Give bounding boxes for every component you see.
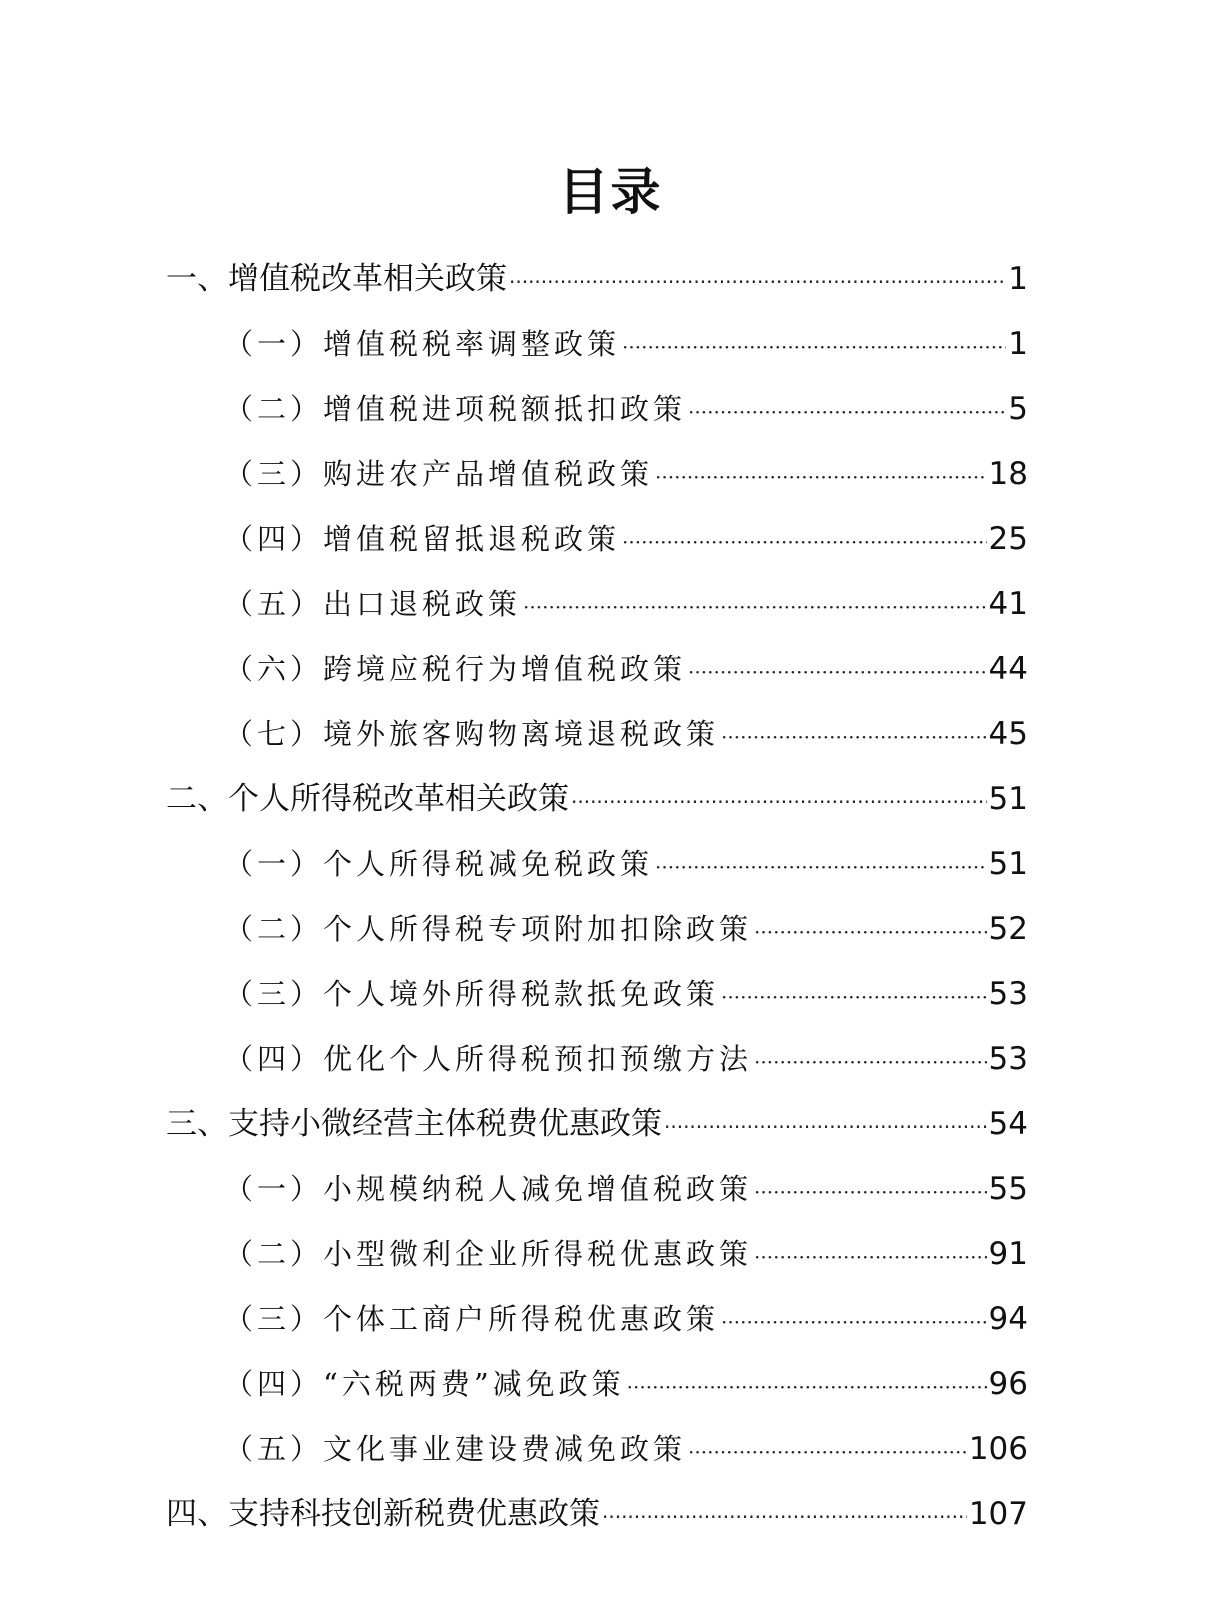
toc-entry-page: 51 xyxy=(988,846,1028,882)
toc-entry-title: 境外旅客购物离境退税政策 xyxy=(323,717,720,751)
toc-entry-page: 18 xyxy=(988,456,1028,492)
dot-leader xyxy=(688,1420,967,1485)
toc-entry-page: 1 xyxy=(1008,261,1028,297)
toc-entry-number: （四） xyxy=(224,1367,324,1401)
toc-entry-number: （一） xyxy=(224,1172,324,1206)
toc-entry-number: （七） xyxy=(224,717,324,751)
toc-entry-number: （一） xyxy=(224,847,324,881)
dot-leader xyxy=(655,445,987,510)
toc-entry-page: 96 xyxy=(988,1366,1028,1402)
toc-entry[interactable] xyxy=(166,962,1028,1027)
dot-leader xyxy=(523,575,987,640)
toc-entry-page: 55 xyxy=(988,1171,1028,1207)
toc-entry-title: “六税两费”减免政策 xyxy=(323,1367,625,1401)
toc-entry-page: 52 xyxy=(988,911,1028,947)
toc-entry[interactable] xyxy=(166,572,1028,637)
toc-entry-title: 小型微利企业所得税优惠政策 xyxy=(323,1237,753,1271)
toc-entry-number: （五） xyxy=(224,1432,324,1466)
toc-entry-title: 跨境应税行为增值税政策 xyxy=(323,652,687,686)
toc-entry-title: 增值税留抵退税政策 xyxy=(323,522,621,556)
toc-entry-page: 51 xyxy=(988,781,1028,817)
toc-entry[interactable] xyxy=(166,507,1028,572)
toc-entry[interactable] xyxy=(166,897,1028,962)
toc-entry[interactable] xyxy=(166,832,1028,897)
dot-leader xyxy=(664,1095,987,1160)
dot-leader xyxy=(509,250,1006,315)
dot-leader xyxy=(754,1160,987,1225)
toc-entry-number: 二、 xyxy=(166,781,228,817)
toc-entry-title: 增值税进项税额抵扣政策 xyxy=(323,392,687,426)
dot-leader xyxy=(721,1290,987,1355)
toc-entry-title: 增值税税率调整政策 xyxy=(323,327,621,361)
dot-leader xyxy=(571,770,987,835)
toc-entry-title: 支持科技创新税费优惠政策 xyxy=(228,1496,600,1532)
dot-leader xyxy=(627,1355,987,1420)
toc-entry-title: 个人所得税减免税政策 xyxy=(323,847,654,881)
toc-entry-title: 个体工商户所得税优惠政策 xyxy=(323,1302,720,1336)
dot-leader xyxy=(622,510,987,575)
toc-entry-title: 个人所得税改革相关政策 xyxy=(228,781,569,817)
toc-entry-title: 个人境外所得税款抵免政策 xyxy=(323,977,720,1011)
toc-entry-title: 文化事业建设费减免政策 xyxy=(323,1432,687,1466)
toc-entry[interactable] xyxy=(166,1352,1028,1417)
table-of-contents xyxy=(166,247,1028,1547)
toc-entry-page: 94 xyxy=(988,1301,1028,1337)
toc-entry-title: 出口退税政策 xyxy=(323,587,522,621)
toc-entry-title: 个人所得税专项附加扣除政策 xyxy=(323,912,753,946)
toc-entry[interactable] xyxy=(166,637,1028,702)
toc-entry[interactable] xyxy=(166,247,1028,312)
toc-entry-number: （六） xyxy=(224,652,324,686)
toc-entry-number: （四） xyxy=(224,522,324,556)
dot-leader xyxy=(688,380,1006,445)
toc-entry[interactable] xyxy=(166,1027,1028,1092)
toc-entry-page: 44 xyxy=(988,651,1028,687)
toc-entry[interactable] xyxy=(166,312,1028,377)
toc-entry-number: （二） xyxy=(224,912,324,946)
toc-entry[interactable] xyxy=(166,1157,1028,1222)
toc-entry-page: 5 xyxy=(1008,391,1028,427)
toc-entry-number: （一） xyxy=(224,327,324,361)
toc-entry-page: 106 xyxy=(968,1431,1028,1467)
toc-entry-page: 45 xyxy=(988,716,1028,752)
dot-leader xyxy=(721,965,987,1030)
toc-entry-number: 四、 xyxy=(166,1496,228,1532)
toc-entry-title: 小规模纳税人减免增值税政策 xyxy=(323,1172,753,1206)
dot-leader xyxy=(754,1225,987,1290)
dot-leader xyxy=(721,705,987,770)
toc-entry-number: 一、 xyxy=(166,261,228,297)
dot-leader xyxy=(688,640,987,705)
toc-entry-title: 优化个人所得税预扣预缴方法 xyxy=(323,1042,753,1076)
toc-entry[interactable] xyxy=(166,1222,1028,1287)
toc-entry[interactable] xyxy=(166,1482,1028,1547)
toc-entry-number: （三） xyxy=(224,457,324,491)
toc-entry[interactable] xyxy=(166,377,1028,442)
toc-entry[interactable] xyxy=(166,702,1028,767)
toc-entry-number: （三） xyxy=(224,977,324,1011)
toc-entry-page: 53 xyxy=(988,976,1028,1012)
toc-entry-page: 53 xyxy=(988,1041,1028,1077)
toc-entry-page: 41 xyxy=(988,586,1028,622)
toc-entry[interactable] xyxy=(166,1417,1028,1482)
dot-leader xyxy=(602,1485,967,1550)
toc-entry-number: （五） xyxy=(224,587,324,621)
toc-entry-title: 购进农产品增值税政策 xyxy=(323,457,654,491)
toc-entry[interactable] xyxy=(166,1092,1028,1157)
toc-entry-page: 25 xyxy=(988,521,1028,557)
toc-entry-page: 1 xyxy=(1008,326,1028,362)
dot-leader xyxy=(754,900,987,965)
dot-leader xyxy=(655,835,987,900)
dot-leader xyxy=(754,1030,987,1095)
toc-entry-number: （二） xyxy=(224,392,324,426)
toc-entry-page: 91 xyxy=(988,1236,1028,1272)
dot-leader xyxy=(622,315,1006,380)
toc-entry-number: （四） xyxy=(224,1042,324,1076)
toc-entry-page: 54 xyxy=(988,1106,1028,1142)
toc-entry[interactable] xyxy=(166,442,1028,507)
toc-entry-number: 三、 xyxy=(166,1106,228,1142)
toc-entry[interactable] xyxy=(166,767,1028,832)
toc-entry-title: 增值税改革相关政策 xyxy=(228,261,507,297)
page-title: 目录 xyxy=(558,162,663,221)
toc-entry-number: （三） xyxy=(224,1302,324,1336)
toc-entry[interactable] xyxy=(166,1287,1028,1352)
toc-entry-number: （二） xyxy=(224,1237,324,1271)
toc-entry-title: 支持小微经营主体税费优惠政策 xyxy=(228,1106,662,1142)
toc-entry-page: 107 xyxy=(968,1496,1028,1532)
